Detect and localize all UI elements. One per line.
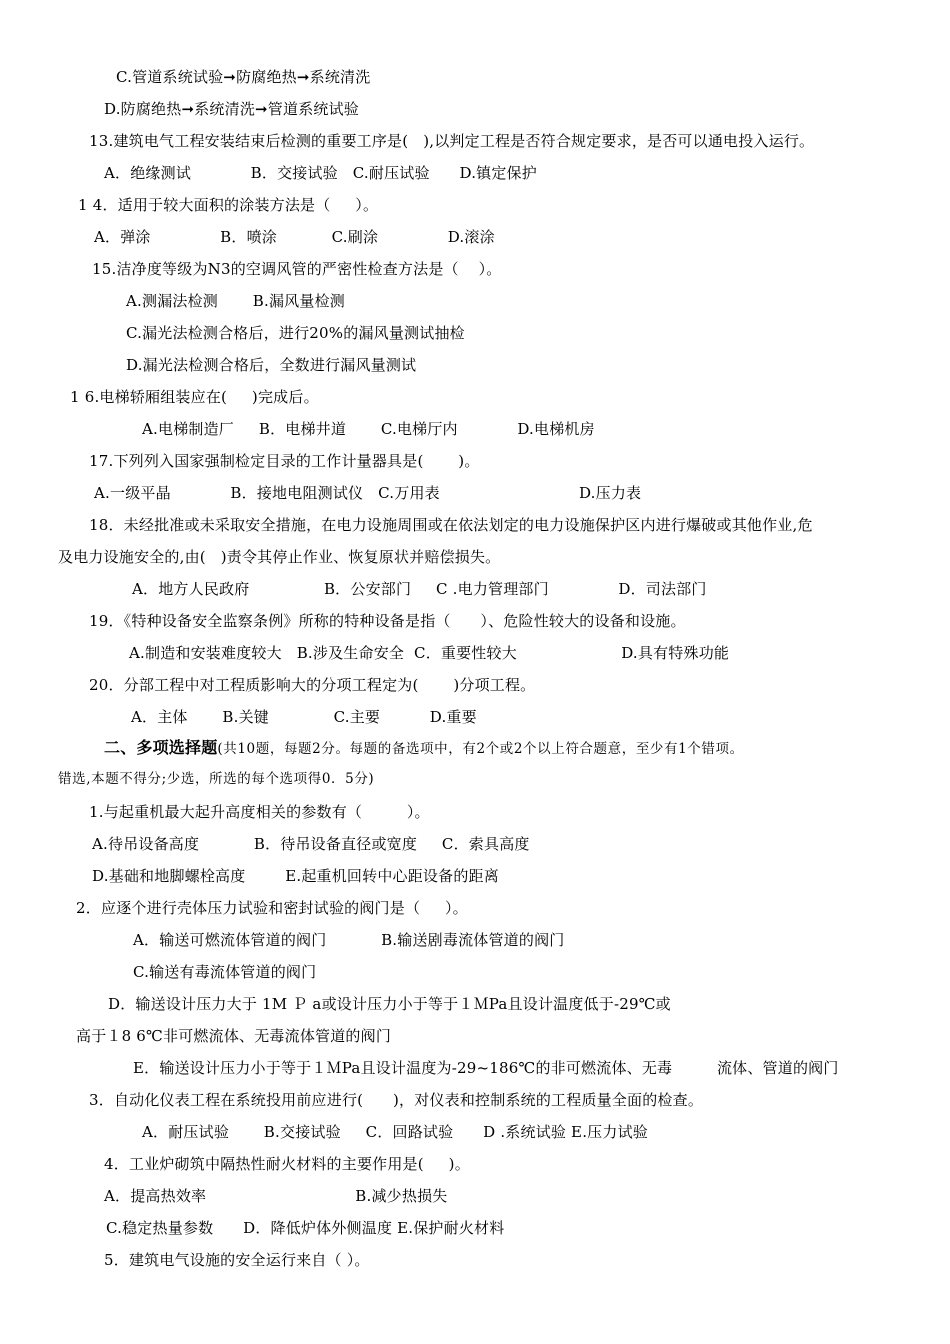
- mc-option-2-c: C.输送有毒流体管道的阀门: [133, 963, 317, 981]
- options-13: A．绝缘测试 B．交接试验 C.耐压试验 D.镇定保护: [104, 164, 537, 182]
- question-19: 19．《特种设备安全监察条例》所称的特种设备是指（ ）、危险性较大的设备和设施。: [89, 612, 686, 630]
- mc-options-1-abc: A.待吊设备高度 B．待吊设备直径或宽度 C．索具高度: [92, 835, 530, 853]
- mc-question-2: 2．应逐个进行壳体压力试验和密封试验的阀门是（ ）。: [76, 899, 468, 917]
- options-18: A．地方人民政府 B．公安部门 C .电力管理部门 D．司法部门: [132, 580, 707, 598]
- section-title: 二、多项选择题: [104, 738, 218, 757]
- option-line: C.管道系统试验➞防腐绝热➞系统清洗: [116, 68, 371, 86]
- mc-question-5: 5．建筑电气设施的安全运行来自（ ）。: [104, 1251, 370, 1269]
- question-18-cont: 及电力设施安全的,由( )责令其停止作业、恢复原状并赔偿损失。: [58, 548, 501, 566]
- question-13: 13.建筑电气工程安装结束后检测的重要工序是( ),以判定工程是否符合规定要求，是否可以通电投入运行。: [89, 132, 815, 150]
- question-15: 15.洁净度等级为N3的空调风管的严密性检查方法是（ ）。: [92, 260, 502, 278]
- mc-options-3: A．耐压试验 B.交接试验 C．回路试验 D .系统试验 E.压力试验: [142, 1123, 648, 1141]
- mc-options-1-de: D.基础和地脚螺栓高度 E.起重机回转中心距设备的距离: [92, 867, 499, 885]
- options-16: A.电梯制造厂 B．电梯井道 C.电梯厅内 D.电梯机房: [142, 420, 595, 438]
- options-14: A．弹涂 B．喷涂 C.刷涂 D.滚涂: [94, 228, 495, 246]
- options-15-ab: A.测漏法检测 B.漏风量检测: [126, 292, 345, 310]
- option-15-c: C.漏光法检测合格后，进行20%的漏风量测试抽检: [126, 324, 465, 342]
- section-instructions-cont: 错选,本题不得分;少选，所选的每个选项得0．5分): [58, 771, 375, 787]
- mc-question-1: 1.与起重机最大起升高度相关的参数有（ ）。: [89, 803, 430, 821]
- mc-options-2-ab: A．输送可燃流体管道的阀门 B.输送剧毒流体管道的阀门: [133, 931, 565, 949]
- options-19: A.制造和安装难度较大 B.涉及生命安全 C．重要性较大 D.具有特殊功能: [129, 644, 730, 662]
- options-17: A.一级平晶 B．接地电阻测试仪 C.万用表 D.压力表: [94, 484, 642, 502]
- question-17: 17.下列列入国家强制检定目录的工作计量器具是( )。: [89, 452, 480, 470]
- option-line: D.防腐绝热➞系统清洗➞管道系统试验: [104, 100, 359, 118]
- mc-option-2-e: E．输送设计压力小于等于１ＭPa且设计温度为-29~186℃的非可燃流体、无毒 流体、管道的阀门: [133, 1059, 839, 1077]
- section-heading: [104, 738, 744, 759]
- question-18: 18．未经批准或未采取安全措施，在电力设施周围或在依法划定的电力设施保护区内进行爆破或其他作业,危: [89, 516, 813, 534]
- question-16: 1 6.电梯轿厢组装应在( )完成后。: [70, 388, 319, 406]
- section-instructions: (共10题，每题2分。每题的备选项中，有2个或2个以上符合题意，至少有1个错项。: [217, 741, 744, 757]
- mc-options-4-cde: C.稳定热量参数 D．降低炉体外侧温度 E.保护耐火材料: [106, 1219, 505, 1237]
- mc-option-2-d-cont: 高于１8 6℃非可燃流体、无毒流体管道的阀门: [76, 1027, 392, 1045]
- mc-question-3: 3．自动化仪表工程在系统投用前应进行( )，对仪表和控制系统的工程质量全面的检查。: [89, 1091, 704, 1109]
- question-14: 1 4．适用于较大面积的涂装方法是（ ）。: [78, 196, 379, 214]
- options-20: A．主体 B.关键 C.主要 D.重要: [131, 708, 477, 726]
- mc-question-4: 4．工业炉砌筑中隔热性耐火材料的主要作用是( )。: [104, 1155, 470, 1173]
- mc-options-4-ab: A．提高热效率 B.减少热损失: [104, 1187, 448, 1205]
- option-15-d: D.漏光法检测合格后，全数进行漏风量测试: [126, 356, 417, 374]
- question-20: 20．分部工程中对工程质影响大的分项工程定为( )分项工程。: [89, 676, 536, 694]
- mc-option-2-d: D．输送设计压力大于 1M Ｐ a或设计压力小于等于１ＭPa且设计温度低于-29℃或: [108, 995, 671, 1013]
